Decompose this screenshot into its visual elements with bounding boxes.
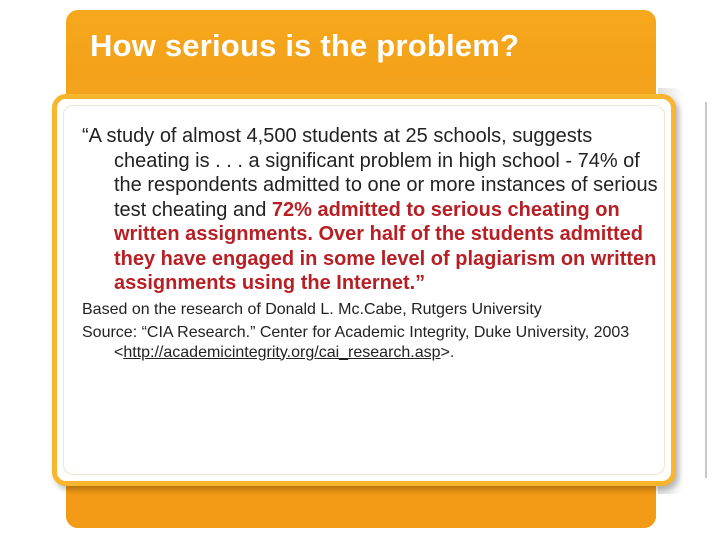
quote-text-part1: “A study of almost 4,500 students at 25 schools, suggests cheating is . . . a significant problem in high school - 74% of the respondents admitted to one or more instances of serious test cheating and xyxy=(82,125,658,221)
quote-highlight: 72% admitted to serious cheating on written assignments. xyxy=(114,198,620,245)
slide-title: How serious is the problem? xyxy=(90,28,520,63)
source-prefix: Source: “CIA Research.” Center for Academic Integrity, Duke University, 2003 < xyxy=(82,324,630,361)
quote-text-part2: Over half of the students admitted they have engaged in some level of plagiarism on written assignments using the Internet.” xyxy=(114,223,657,294)
source-link[interactable]: http://academicintegrity.org/cai_research.asp xyxy=(123,343,441,361)
source-suffix: >. xyxy=(440,343,455,361)
research-credit: Based on the research of Donald L. Mc.Cabe, Rutgers University xyxy=(82,300,542,318)
source-citation xyxy=(82,323,662,362)
decorative-divider xyxy=(705,102,707,478)
content-body xyxy=(82,124,662,362)
study-quote xyxy=(82,124,662,296)
orange-backdrop-bottom xyxy=(66,480,656,528)
